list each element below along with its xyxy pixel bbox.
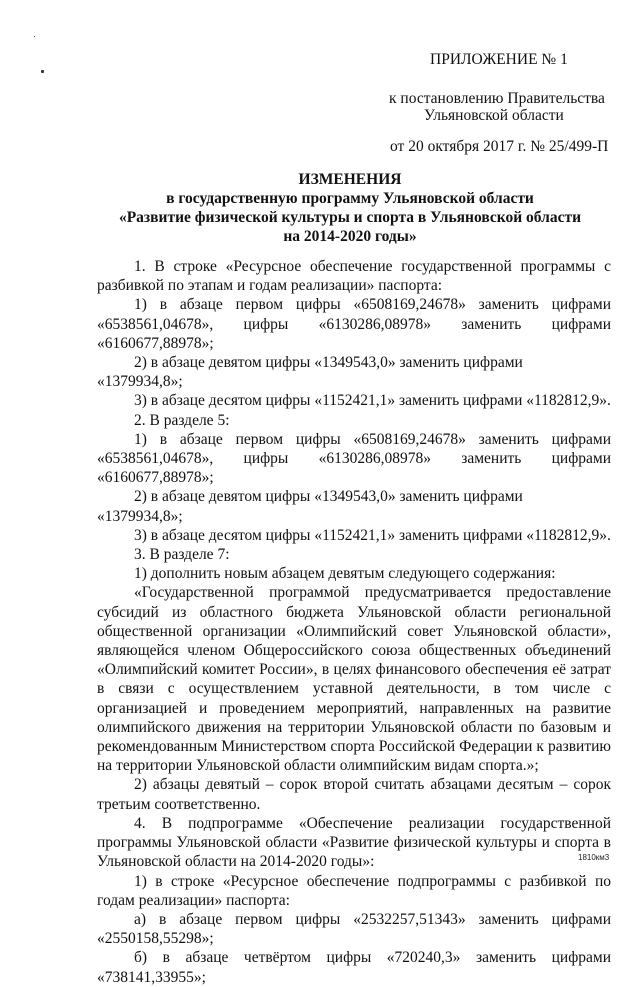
paragraph-3-1: 1) дополнить новым абзацем девятым следующего содержания: <box>134 565 556 583</box>
decree-date: от 20 октября 2017 г. № 25/499-П <box>390 138 609 155</box>
paragraph-2-1: 1) в абзаце первом цифры «6508169,24678» заменить цифрами «6538561,04678», цифры «6130286,08978» заменить цифрами «6160677,88978»; <box>97 430 611 487</box>
document-code: 1810км3 <box>578 853 610 862</box>
paragraph-4-1-b: б) в абзаце четвёртом цифры «720240,3» заменить цифрами «738141,33955»; <box>97 949 611 986</box>
decree-region: Ульяновской области <box>424 107 564 124</box>
document-body <box>97 257 611 987</box>
appendix-label: ПРИЛОЖЕНИЕ № 1 <box>430 51 568 68</box>
decree-reference: к постановлению Правительства <box>389 90 605 107</box>
paragraph-2-2: 2) в абзаце девятом цифры «1349543,0» заменить цифрами «1379934,8»; <box>97 488 523 525</box>
title-program-name: «Развитие физической культуры и спорта в Ульяновской области <box>118 209 582 226</box>
paragraph-4-1: 1) в строке «Ресурсное обеспечение подпрограммы с разбивкой по годам реализации» паспорта: <box>97 872 611 909</box>
scan-speck <box>41 70 44 73</box>
paragraph-3: 3. В разделе 7: <box>134 546 230 564</box>
title-subject: в государственную программу Ульяновской области <box>166 190 534 207</box>
paragraph-2-3: 3) в абзаце десятом цифры «1152421,1» заменить цифрами «1182812,9». <box>134 526 611 544</box>
paragraph-2: 2. В разделе 5: <box>134 411 230 429</box>
title-program-period: на 2014-2020 годы» <box>283 228 417 245</box>
paragraph-4: 4. В подпрограмме «Обеспечение реализации государственной программы Ульяновской области «Развитие физической культуры и спорта в Ульяновской области на 2014-2020 годы»: <box>97 814 611 871</box>
document-title: ИЗМЕНЕНИЯ <box>298 171 402 188</box>
paragraph-3-2: 2) абзацы девятый – сорок второй считать абзацами десятым – сорок третьим соответственно. <box>97 776 611 813</box>
paragraph-1-1: 1) в абзаце первом цифры «6508169,24678» заменить цифрами «6538561,04678», цифры «6130286,08978» заменить цифрами «6160677,88978»; <box>97 296 611 352</box>
paragraph-4-1-a: а) в абзаце первом цифры «2532257,51343» заменить цифрами «2550158,55298»; <box>97 910 611 948</box>
paragraph-3-quote: «Государственной программой предусматривается предоставление субсидий из областного бюджета Ульяновской области региональной общественной организации «Олимпийский совет Ульяновской области», являющейся членом Общероссийского союза общественных объединений «Олимпийский комитет России», в целях финансового обеспечения её затрат в связи с осуществлением уставной деятельности, в том числе с организацией и проведением мероприятий, направленных на развитие олимпийского движения на территории Ульяновской области по базовым и рекомендованным Министерством спорта Российской Федерации к развитию на территории Ульяновской области олимпийским видам спорта.»; <box>97 584 611 775</box>
scan-speck <box>34 36 35 37</box>
paragraph-1-3: 3) в абзаце десятом цифры «1152421,1» заменить цифрами «1182812,9». <box>134 392 611 410</box>
paragraph-1: 1. В строке «Ресурсное обеспечение государственной программы с разбивкой по этапам и годам реализации» паспорта: <box>97 258 611 295</box>
paragraph-1-2: 2) в абзаце девятом цифры «1349543,0» заменить цифрами «1379934,8»; <box>97 354 523 391</box>
